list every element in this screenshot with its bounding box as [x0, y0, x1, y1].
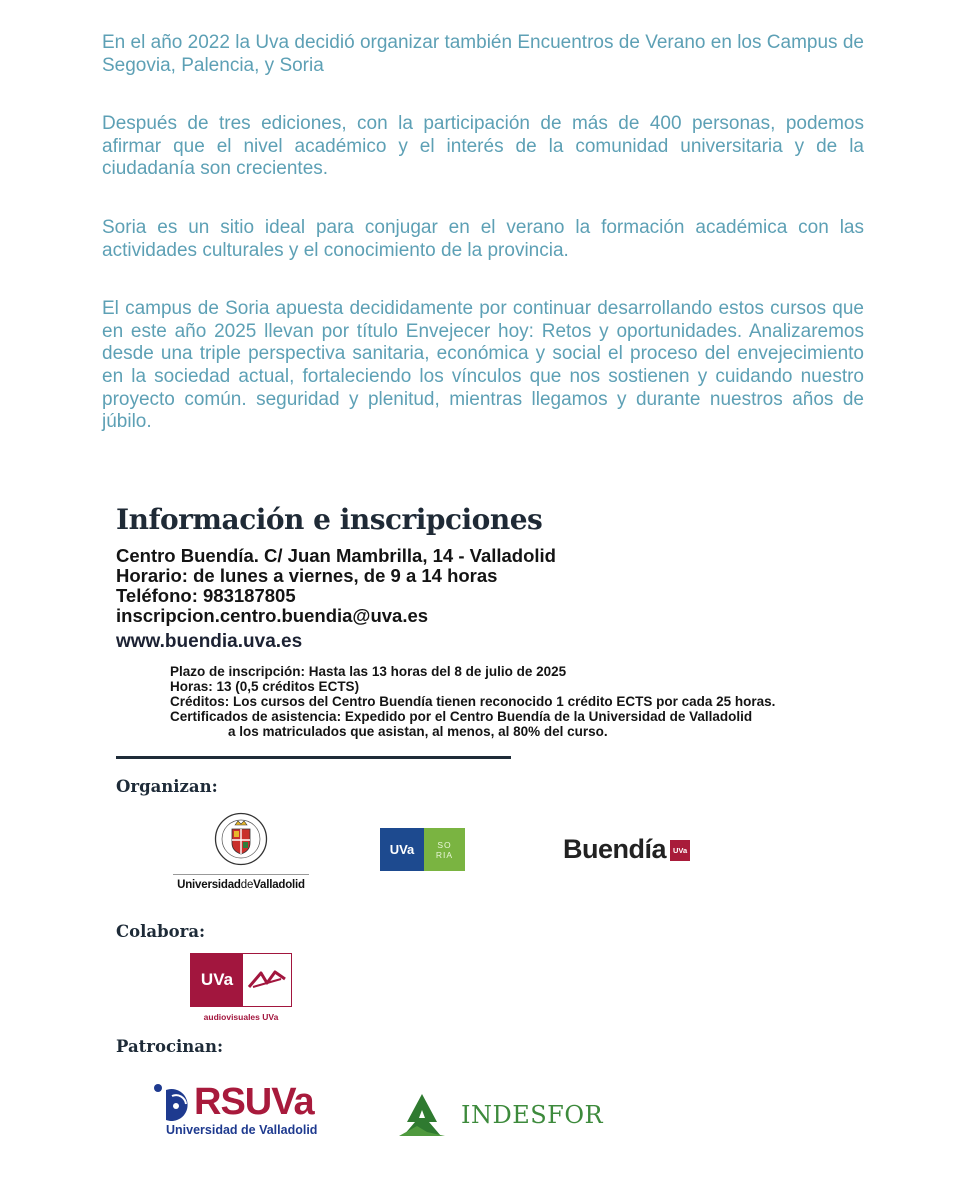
audiovisuales-logo — [190, 953, 292, 1022]
uva-soria-logo — [380, 828, 465, 871]
intro-paragraph: En el año 2022 la Uva decidió organizar también Encuentros de Verano en los Campus de Segovia, Palencia, y Soria — [102, 32, 864, 76]
colabora-label: Colabora: — [116, 922, 206, 941]
contact-block — [116, 546, 556, 652]
indesfor-tree-icon — [397, 1092, 447, 1138]
av-mark-icon — [243, 954, 291, 1006]
divider — [116, 756, 511, 759]
deadline: Plazo de inscripción: Hasta las 13 horas del 8 de julio de 2025 — [170, 664, 567, 679]
soria-uva-box: UVa — [380, 828, 424, 871]
soria-green-box: SO RIA — [424, 828, 465, 871]
patrocinan-label: Patrocinan: — [116, 1037, 224, 1056]
av-caption: audiovisuales UVa — [203, 1012, 279, 1022]
website-link[interactable]: www.buendia.uva.es — [116, 631, 303, 652]
address: Centro Buendía. C/ Juan Mambrilla, 14 - Valladolid — [116, 545, 556, 566]
organizan-label: Organizan: — [116, 777, 218, 796]
av-uva-box: UVa — [191, 954, 243, 1006]
credits: Créditos: Los cursos del Centro Buendía tienen reconocido 1 crédito ECTS por cada 25 horas. — [170, 694, 776, 709]
opening-hours: Horario: de lunes a viernes, de 9 a 14 horas — [116, 565, 498, 586]
buendia-logo — [563, 834, 690, 865]
certificates-line-1: Certificados de asistencia: Expedido por el Centro Buendía de la Universidad de Valladolid — [170, 709, 753, 724]
buendia-uva-box: UVa — [670, 840, 690, 861]
info-title: Información e inscripciones — [116, 503, 543, 536]
phone[interactable]: Teléfono: 983187805 — [116, 585, 296, 606]
course-hours: Horas: 13 (0,5 créditos ECTS) — [170, 679, 360, 694]
intro-paragraph: Soria es un sitio ideal para conjugar en el verano la formación académica con las actividades culturales y el conocimiento de la provincia. — [102, 216, 864, 261]
intro-text — [102, 32, 864, 470]
buendia-word: Buendía — [563, 834, 667, 864]
intro-paragraph: El campus de Soria apuesta decididamente por continuar desarrollando estos cursos que en este año 2025 llevan por título Envejecer hoy: Retos y oportunidades. Analizaremos desde una triple perspectiva sanitaria, económica y social el proceso del envejecimiento en la sociedad actual, fortaleciendo los vínculos que nos sostienen y cuidando nuestro proyecto común. seguridad y plenitud, mientras llegamos y durante nuestros años de júbilo. — [102, 298, 864, 433]
uva-logo-rule — [173, 874, 309, 875]
rsuva-globe-icon — [152, 1082, 194, 1122]
intro-paragraph: Después de tres ediciones, con la participación de más de 400 personas, podemos afirmar que el nivel académico y el interés de la comunidad universitaria y de la ciudadanía son crecientes. — [102, 113, 864, 180]
indesfor-logo — [397, 1092, 603, 1138]
rsuva-subtitle: Universidad de Valladolid — [166, 1123, 318, 1137]
course-details — [170, 664, 775, 739]
email-link[interactable]: inscripcion.centro.buendia@uva.es — [116, 605, 429, 626]
university-seal-icon — [214, 812, 268, 866]
rsuva-word: RSUVa — [194, 1081, 314, 1123]
indesfor-word: INDESFOR — [461, 1101, 604, 1129]
uva-logo — [172, 812, 310, 891]
certificates-line-2: a los matriculados que asistan, al menos, al 80% del curso. — [228, 724, 608, 739]
rsuva-logo — [152, 1080, 332, 1137]
uva-logo-name: UniversidaddeValladolid — [177, 879, 305, 891]
